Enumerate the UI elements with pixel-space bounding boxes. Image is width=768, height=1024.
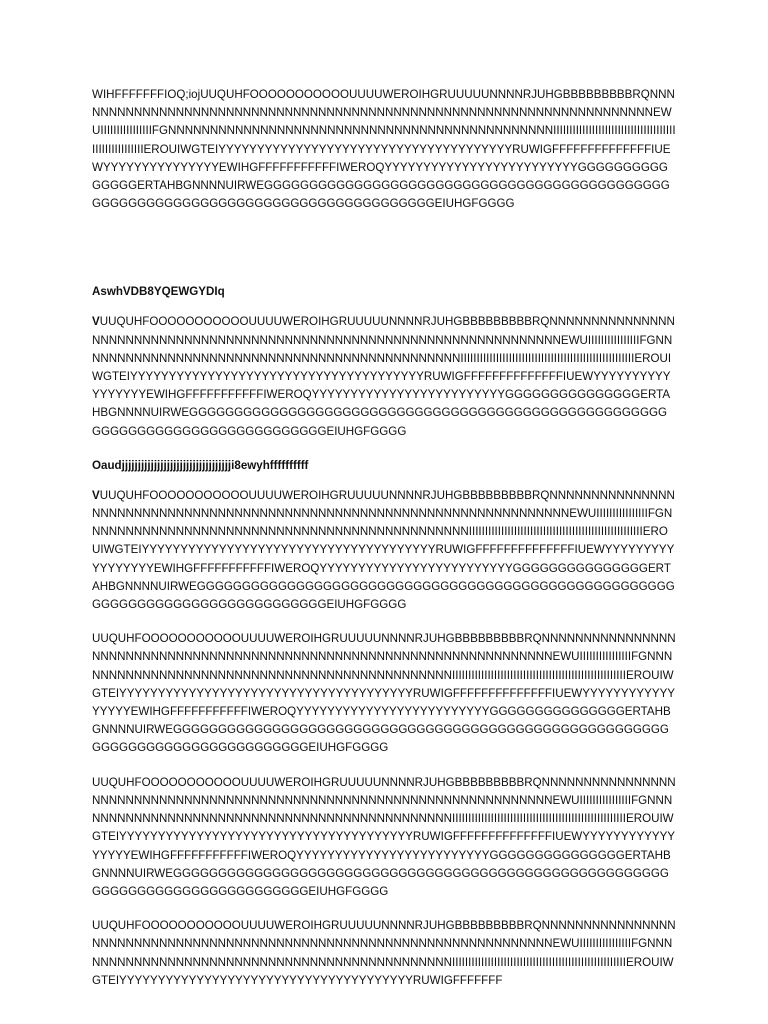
section-heading-2: Oaudjjjjjjjjjjjjjjjjjjjjjjjjjjjjjjjjjji8ewyhffffffffff	[92, 458, 309, 472]
section2-paragraph-2: UUQUHFOOOOOOOOOOOUUUUWEROIHGRUUUUUNNNNRJUHGBBBBBBBBBRQNNNNNNNNNNNNNNNNNNNNNNNNNNNNNNNNNNNNNNNNNNNNNNNNNNNNNNNNNNNNNNNNNNNNNNNEWUIIIIIIIIIIIIIIIIFGNNNNNNNNNNNNNNNNNNNNNNNNNNNNNNNNNNNNNNNNNNNNNNIIIIIIIIIIIIIIIIIIIIIIIIIIIIIIIIIIIIIIIIIIIIIIIIIIIIIIEROUIWGTEIYYYYYYYYYYYYYYYYYYYYYYYYYYYYYYYYYYYYYYRUWIGFFFFFFFFFFFFFFIUEWYYYYYYYYYYYYYYYYYEWIHGFFFFFFFFFFFIWEROQYYYYYYYYYYYYYYYYYYYYYYYYYGGGGGGGGGGGGGGGERTAHBGNNNNUIRWEGGGGGGGGGGGGGGGGGGGGGGGGGGGGGGGGGGGGGGGGGGGGGGGGGGGGGGGGGGGGGGGGGGGGGGGGGGGGGGGEIUHGFGGGG	[92, 632, 676, 755]
section2-paragraph-1	[92, 487, 676, 614]
section1-dropcap: V	[92, 315, 100, 329]
document-page	[92, 86, 676, 1006]
section2-paragraph-3: UUQUHFOOOOOOOOOOOUUUUWEROIHGRUUUUUNNNNRJUHGBBBBBBBBBRQNNNNNNNNNNNNNNNNNNNNNNNNNNNNNNNNNNNNNNNNNNNNNNNNNNNNNNNNNNNNNNNNNNNNNNNEWUIIIIIIIIIIIIIIIIFGNNNNNNNNNNNNNNNNNNNNNNNNNNNNNNNNNNNNNNNNNNNNNNIIIIIIIIIIIIIIIIIIIIIIIIIIIIIIIIIIIIIIIIIIIIIIIIIIIIIIEROUIWGTEIYYYYYYYYYYYYYYYYYYYYYYYYYYYYYYYYYYYYYYRUWIGFFFFFFFFFFFFFFIUEWYYYYYYYYYYYYYYYYYEWIHGFFFFFFFFFFFIWEROQYYYYYYYYYYYYYYYYYYYYYYYYYGGGGGGGGGGGGGGGERTAHBGNNNNUIRWEGGGGGGGGGGGGGGGGGGGGGGGGGGGGGGGGGGGGGGGGGGGGGGGGGGGGGGGGGGGGGGGGGGGGGGGGGGGGGGGEIUHGFGGGG	[92, 775, 676, 898]
section1-paragraph-text: UUQUHFOOOOOOOOOOOUUUUWEROIHGRUUUUUNNNNRJUHGBBBBBBBBBRQNNNNNNNNNNNNNNNNNNNNNNNNNNNNNNNNNNNNNNNNNNNNNNNNNNNNNNNNNNNNNNNNNNNNNNNEWUIIIIIIIIIIIIIIIIFGNNNNNNNNNNNNNNNNNNNNNNNNNNNNNNNNNNNNNNNNNNNNNNIIIIIIIIIIIIIIIIIIIIIIIIIIIIIIIIIIIIIIIIIIIIIIIIIIIIIIEROUIWGTEIYYYYYYYYYYYYYYYYYYYYYYYYYYYYYYYYYYYYYYRUWIGFFFFFFFFFFFFFFIUEWYYYYYYYYYYYYYYYYYEWIHGFFFFFFFFFFFIWEROQYYYYYYYYYYYYYYYYYYYYYYYYYGGGGGGGGGGGGGGGERTAHBGNNNNUIRWEGGGGGGGGGGGGGGGGGGGGGGGGGGGGGGGGGGGGGGGGGGGGGGGGGGGGGGGGGGGGGGGGGGGGGGGGGGGGGGGEIUHGFGGGG	[92, 315, 675, 438]
section2-paragraph-1-text: UUQUHFOOOOOOOOOOOUUUUWEROIHGRUUUUUNNNNRJUHGBBBBBBBBBRQNNNNNNNNNNNNNNNNNNNNNNNNNNNNNNNNNNNNNNNNNNNNNNNNNNNNNNNNNNNNNNNNNNNNNNNNEWUIIIIIIIIIIIIIIIIFGNNNNNNNNNNNNNNNNNNNNNNNNNNNNNNNNNNNNNNNNNNNNNNIIIIIIIIIIIIIIIIIIIIIIIIIIIIIIIIIIIIIIIIIIIIIIIIIIIIIIEROUIWGTEIYYYYYYYYYYYYYYYYYYYYYYYYYYYYYYYYYYYYYYRUWIGFFFFFFFFFFFFFFIUEWYYYYYYYYYYYYYYYYYEWIHGFFFFFFFFFFFIWEROQYYYYYYYYYYYYYYYYYYYYYYYYYGGGGGGGGGGGGGGGERTAHBGNNNNUIRWEGGGGGGGGGGGGGGGGGGGGGGGGGGGGGGGGGGGGGGGGGGGGGGGGGGGGGGGGGGGGGGGGGGGGGGGGGGGGGGGEIUHGFGGGG	[92, 488, 675, 612]
intro-paragraph: WIHFFFFFFFIOQ;iojUUQUHFOOOOOOOOOOOUUUUWEROIHGRUUUUUNNNNRJUHGBBBBBBBBBRQNNNNNNNNNNNNNNNNNNNNNNNNNNNNNNNNNNNNNNNNNNNNNNNNNNNNNNNNNNNNNNNNNNNNNNEWUIIIIIIIIIIIIIIIIFGNNNNNNNNNNNNNNNNNNNNNNNNNNNNNNNNNNNNNNNNNNNNNNIIIIIIIIIIIIIIIIIIIIIIIIIIIIIIIIIIIIIIIIIIIIIIIIIIIIIIEROUIWGTEIYYYYYYYYYYYYYYYYYYYYYYYYYYYYYYYYYYYYYYRUWIGFFFFFFFFFFFFFFIUEWYYYYYYYYYYYYYYYEWIHGFFFFFFFFFFFIWEROQYYYYYYYYYYYYYYYYYYYYYYYYYGGGGGGGGGGGGGGGERTAHBGNNNNUIRWEGGGGGGGGGGGGGGGGGGGGGGGGGGGGGGGGGGGGGGGGGGGGGGGGGGGGGGGGGGGGGGGGGGGGGGGGGGGGGGGGGGGEIUHGFGGGG	[92, 88, 676, 211]
section1-paragraph	[92, 313, 676, 440]
blank-space	[92, 213, 676, 283]
section2-dropcap: V	[92, 488, 100, 502]
section-heading-1: AswhVDB8YQEWGYDIq	[92, 285, 225, 299]
section2-paragraph-4: UUQUHFOOOOOOOOOOOUUUUWEROIHGRUUUUUNNNNRJUHGBBBBBBBBBRQNNNNNNNNNNNNNNNNNNNNNNNNNNNNNNNNNNNNNNNNNNNNNNNNNNNNNNNNNNNNNNNNNNNNNNNEWUIIIIIIIIIIIIIIIIFGNNNNNNNNNNNNNNNNNNNNNNNNNNNNNNNNNNNNNNNNNNNNNNIIIIIIIIIIIIIIIIIIIIIIIIIIIIIIIIIIIIIIIIIIIIIIIIIIIIIIEROUIWGTEIYYYYYYYYYYYYYYYYYYYYYYYYYYYYYYYYYYYYYYRUWIGFFFFFFF	[92, 919, 676, 987]
